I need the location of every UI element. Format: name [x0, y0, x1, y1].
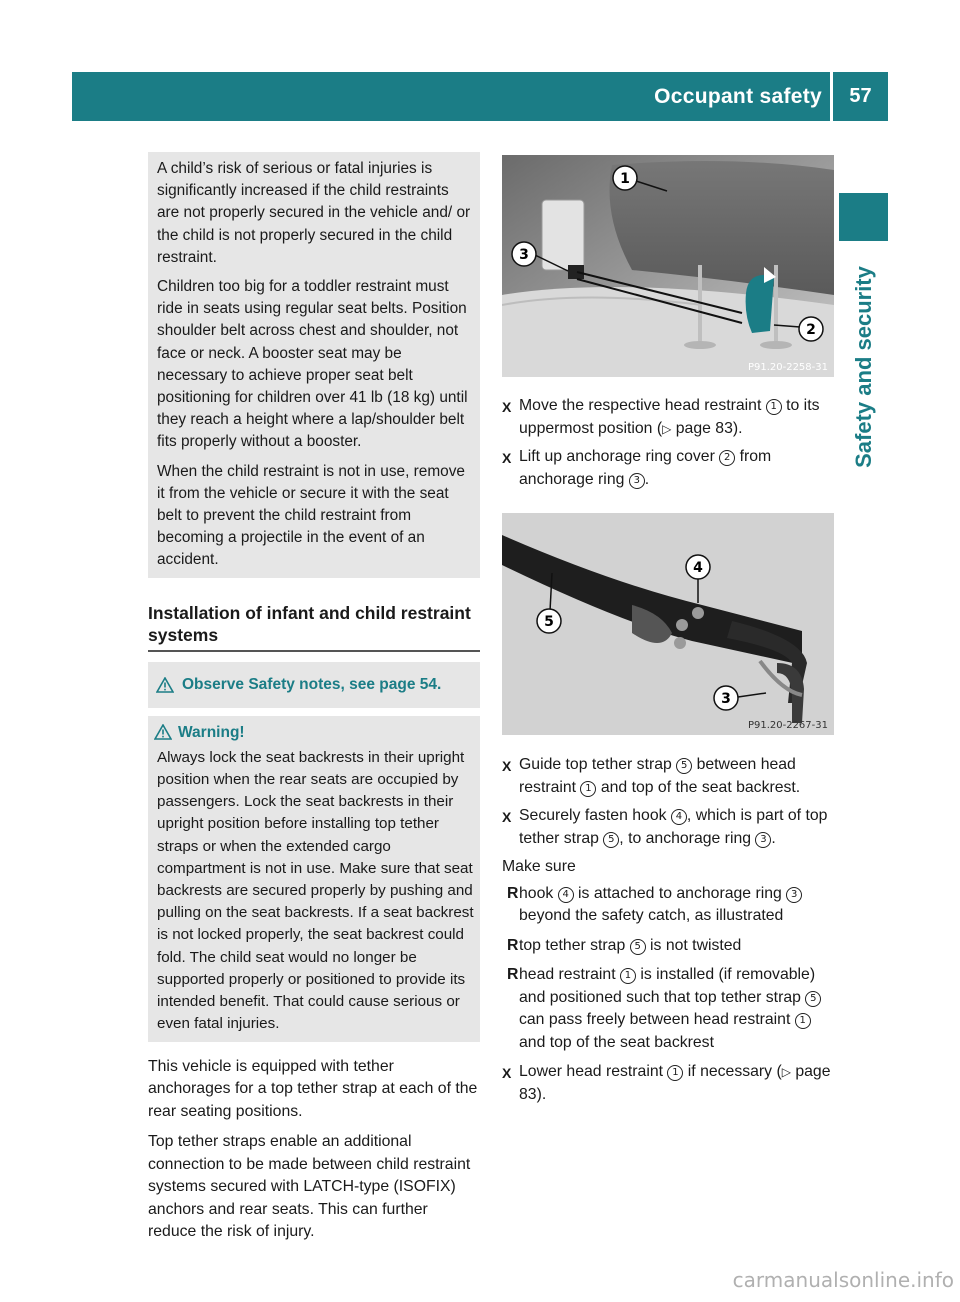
left-column — [148, 152, 480, 1244]
instruction-step — [502, 446, 834, 491]
callout-2: 2 — [806, 322, 816, 338]
page-section-title: Occupant safety — [654, 85, 822, 108]
bullet-text: beyond the safety catch, as illustrated — [519, 907, 784, 924]
instruction-step — [502, 395, 834, 440]
step-text: to its uppermost position ( — [519, 397, 820, 437]
step-text: between head restraint — [519, 756, 796, 796]
bullet-text: hook — [519, 884, 558, 902]
ref-1: 1 — [795, 1013, 811, 1029]
ref-5: 5 — [603, 832, 619, 848]
page-ref-arrow-icon: ▷ — [781, 1065, 791, 1079]
page-number: 57 — [849, 85, 872, 107]
ref-1: 1 — [580, 781, 596, 797]
callout-3: 3 — [721, 691, 731, 707]
ref-4: 4 — [671, 809, 687, 825]
make-sure-label: Make sure — [502, 858, 576, 875]
step-marker: X — [502, 399, 512, 415]
step-text: from anchorage ring — [519, 448, 772, 488]
ref-5: 5 — [630, 939, 646, 955]
step-text: and top of the seat backrest. — [596, 778, 801, 796]
ref-1: 1 — [667, 1065, 683, 1081]
step-marker: X — [502, 450, 512, 466]
info-paragraph: Children too big for a toddler restraint must ride in seats using regular seat belts. Position shoulder belt across chest and shoulder, not face or neck. A booster seat may be necessary to achieve proper seat belt positioning for children over 41 lb (18 kg) until they reach a height where a lap/shoulder belt fits properly without a booster. — [157, 278, 468, 451]
ref-5: 5 — [805, 991, 821, 1007]
step-text: , which is part of top tether strap — [519, 807, 828, 847]
warning-triangle-icon — [154, 724, 172, 740]
page-link[interactable]: page 83). — [519, 1063, 831, 1103]
bullet-text: top tether strap — [519, 936, 630, 954]
bullet-text: and top of the seat backrest — [519, 1033, 714, 1051]
bullet-marker: R — [507, 966, 519, 983]
info-paragraph: When the child restraint is not in use, remove it from the vehicle or secure it with the seat belt to prevent the child restraint from becoming a projectile in the event of an accident. — [157, 462, 465, 569]
step-text: Move the respective head restraint — [519, 397, 766, 414]
checklist-item — [502, 935, 834, 958]
step-text: . — [644, 470, 650, 488]
warning-triangle-icon — [156, 677, 174, 693]
step-text: , to anchorage ring — [619, 829, 756, 847]
ref-1: 1 — [766, 399, 782, 415]
callout-3: 3 — [519, 247, 529, 263]
instruction-step — [502, 1061, 834, 1106]
step-text: Lower head restraint — [519, 1063, 668, 1080]
head-restraint-figure — [502, 155, 834, 377]
bullet-marker: R — [507, 936, 519, 954]
callout-1: 1 — [620, 171, 630, 187]
warning-title — [157, 722, 474, 744]
tether-strap-illustration — [502, 513, 834, 735]
head-restraint-illustration — [502, 155, 834, 377]
bullet-marker: R — [507, 884, 519, 902]
step-marker: X — [502, 1065, 512, 1081]
instruction-steps-a — [502, 395, 834, 491]
side-tab-label: Safety and security — [851, 266, 876, 468]
figure-code: P91.20-2258-31 — [747, 362, 828, 373]
warning-text: Always lock the seat backrests in their upright position when the rear seats are occupied by passengers. Lock the seat backrests in their upright position before installing top tether straps or when the extended cargo compartment is not in use. Make sure that seat backrests are secured properly by pushing and pulling on the seat backrests. If a seat backrest is not locked properly, the seat backrest could fold. The child seat would no longer be supported properly or positioned to provide its intended benefit. That could cause serious or even fatal injuries. — [157, 748, 474, 1033]
instruction-step — [502, 754, 834, 799]
bullet-text: head restraint — [519, 966, 620, 983]
ref-3: 3 — [629, 473, 645, 489]
body-paragraph: Top tether straps enable an additional connection to be made between child restraint systems secured with LATCH-type (ISOFIX) anchors and rear seats. This can further reduce the risk of injury. — [148, 1133, 471, 1240]
step-text: Lift up anchorage ring cover — [519, 448, 720, 465]
ref-3: 3 — [755, 832, 771, 848]
ref-1: 1 — [620, 968, 636, 984]
checklist-item — [502, 883, 834, 928]
step-text: . — [771, 829, 776, 847]
ref-2: 2 — [719, 450, 735, 466]
tether-strap-figure — [502, 513, 834, 735]
callout-5: 5 — [544, 614, 554, 630]
side-tab-block — [839, 193, 888, 241]
child-risk-info-box — [148, 152, 480, 578]
page-ref-arrow-icon: ▷ — [662, 421, 672, 436]
ref-5: 5 — [676, 758, 692, 774]
step-text: Securely fasten hook — [519, 807, 671, 824]
ref-4: 4 — [558, 887, 574, 903]
step-marker: X — [502, 758, 512, 774]
info-paragraph: A child’s risk of serious or fatal injuries is significantly increased if the child restraints are not properly secured in the vehicle and/ or the child is not properly secured in the child restraint. — [157, 160, 471, 266]
bullet-text: is attached to anchorage ring — [573, 884, 787, 902]
safety-note — [148, 662, 480, 708]
body-paragraph: This vehicle is equipped with tether anchorages for a top tether strap at each of the rear seating positions. — [148, 1057, 478, 1120]
instruction-step — [502, 805, 834, 850]
figure-code: P91.20-2267-31 — [747, 720, 828, 731]
step-text: Guide top tether strap — [519, 756, 677, 773]
callout-4: 4 — [693, 560, 703, 576]
step-text: if necessary ( — [683, 1063, 782, 1080]
instruction-steps-b — [502, 754, 834, 1106]
page-link[interactable]: page 83). — [671, 419, 743, 437]
checklist-item — [502, 964, 834, 1054]
safety-note-text: Observe Safety notes, see page 54. — [182, 675, 442, 693]
section-heading: Installation of infant and child restraint systems — [148, 602, 480, 652]
warning-box — [148, 716, 480, 1042]
warning-title-text: Warning! — [178, 723, 245, 741]
step-marker: X — [502, 809, 512, 825]
bullet-text: is installed (if removable) and positioned such that top tether strap — [519, 966, 816, 1006]
watermark-text: carmanualsonline.info — [732, 1268, 954, 1292]
right-column — [502, 155, 834, 1110]
bullet-text: is not twisted — [645, 936, 742, 954]
bullet-text: can pass freely between head restraint — [519, 1011, 795, 1028]
ref-3: 3 — [786, 887, 802, 903]
